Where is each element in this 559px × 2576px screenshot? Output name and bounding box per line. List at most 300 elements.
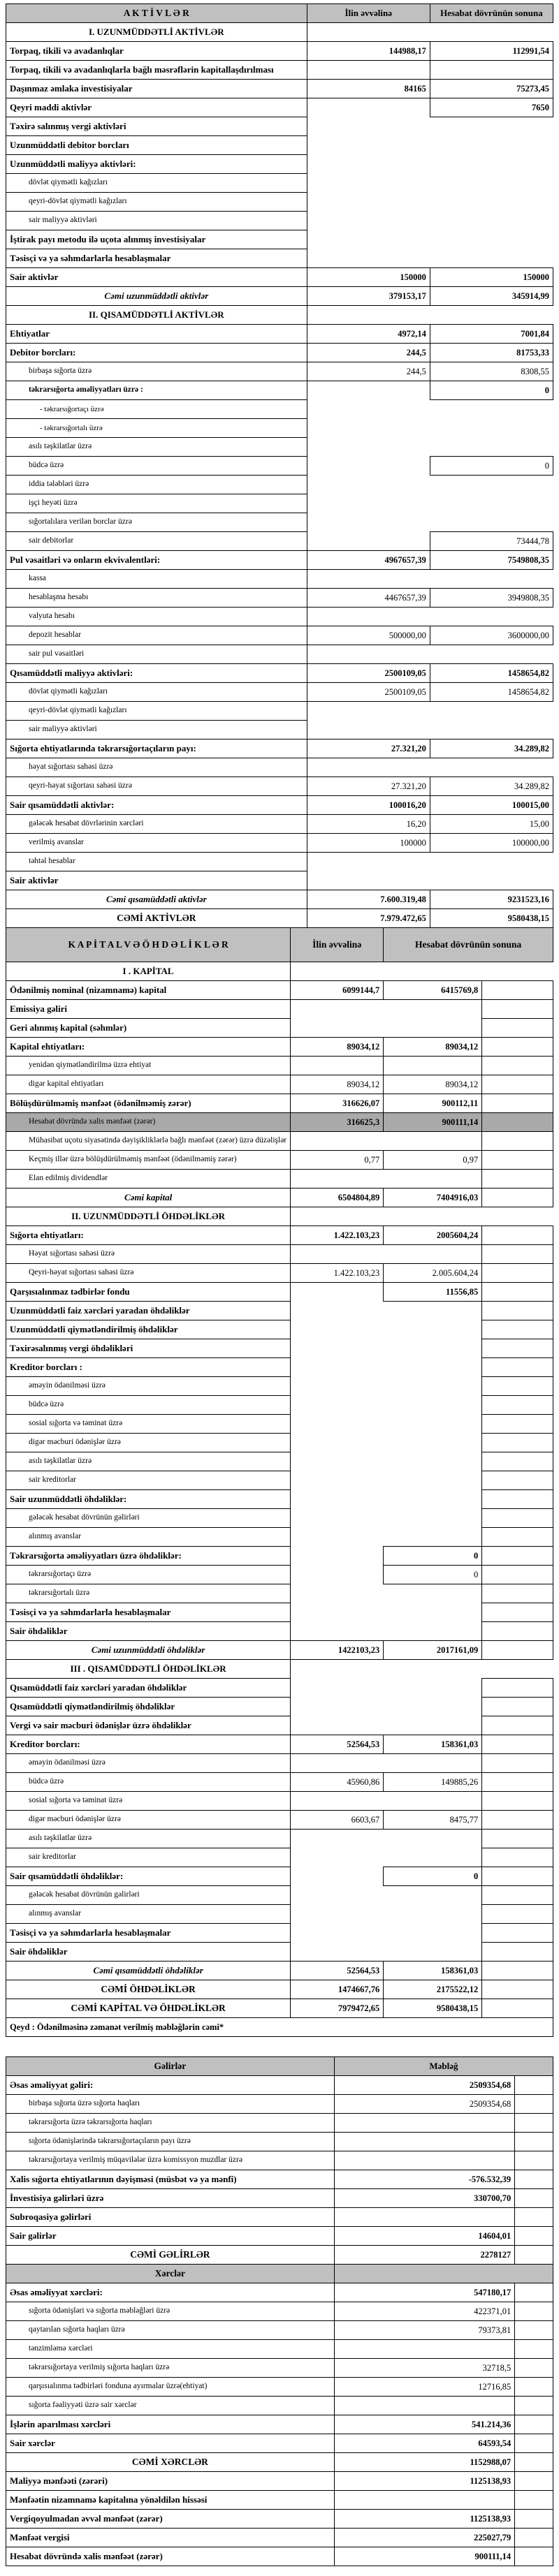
end-of-period-value-cell: 900112,11 [384,1094,482,1113]
begin-of-year-value-cell [291,1245,384,1264]
amount-cell: 1125138,93 [334,2510,514,2529]
row-label: Əsas əməliyyat gəliri: [6,2076,335,2095]
table-row [6,2359,553,2378]
end-of-period-value-cell [384,1943,482,1962]
end-of-period-value-cell: 345914,99 [430,287,553,306]
end-of-period-value-cell [384,1415,482,1434]
amount-cell: 2278127 [334,2246,514,2265]
table-row [6,1603,553,1622]
end-of-period-value-cell: 0,97 [384,1151,482,1170]
amount-cell: 12716,85 [334,2378,514,2397]
end-of-period-value-cell: 100000,00 [430,834,553,853]
end-of-period-value-cell [384,1716,482,1735]
begin-of-year-value-cell: 89034,12 [291,1038,384,1057]
expenses-table [6,2264,553,2566]
amount-cell: 541.214,36 [334,2415,514,2434]
extra-cell [482,1471,553,1490]
begin-of-year-value-cell [291,1170,384,1188]
end-of-period-value-cell: 0 [384,1566,482,1584]
row-label: I. UZUNMÜDDƏTLİ AKTİVLƏR [6,23,307,42]
table-row [6,608,553,626]
begin-of-year-value-cell [291,1943,384,1962]
extra-cell [482,1603,553,1622]
end-of-period-value-cell [384,1132,482,1151]
end-of-period-value-cell: 0 [384,1547,482,1566]
row-label: Torpaq, tikili və avadanlıqlarla bağlı məsrəflərin kapitallaşdırılması [6,61,307,80]
table-row [6,2095,553,2114]
begin-of-year-value-cell [307,513,430,532]
end-of-period-value-cell: 149885,26 [384,1773,482,1792]
table-row [6,1754,553,1773]
begin-of-year-value-cell [291,1320,384,1339]
begin-of-year-value-cell: 1.422.103,23 [291,1264,384,1283]
end-of-period-value-cell [430,702,553,721]
extra-cell [515,2321,553,2340]
table-row [6,249,553,268]
end-of-period-value-cell: 1458654,82 [430,683,553,702]
table-row [6,136,553,155]
grand-total-row [6,2453,553,2472]
table-row [6,2529,553,2547]
total-row [6,1962,553,1980]
table-row [6,1679,553,1698]
begin-of-year-value-cell [307,23,430,42]
row-label: CƏMİ KAPİTAL VƏ ÖHDƏLİKLƏR [6,1999,291,2018]
end-of-period-value-cell [384,962,482,981]
end-of-period-value-cell: 3600000,00 [430,626,553,645]
extra-cell [515,2227,553,2246]
table-row [6,419,553,438]
row-label: sığorta fəaliyyəti üzrə sair xərclər [6,2397,335,2415]
end-of-period-value-cell: 7650 [430,98,553,117]
amount-cell: 330700,70 [334,2189,514,2208]
table-row [6,2547,553,2566]
extra-cell [515,2114,553,2133]
row-label: işçi heyəti üzrə [6,494,307,513]
begin-of-year-value-cell [291,1490,384,1509]
end-of-period-value-cell [430,136,553,155]
table-row [6,362,553,381]
row-label: Qısamüddətli qiymətləndirilmiş öhdəliklər [6,1698,291,1716]
extra-cell [482,1434,553,1452]
end-of-period-value-cell [430,570,553,589]
row-label: Sair qısamüddətli öhdəliklər: [6,1867,291,1886]
row-label: dövlət qiymətli kağızları [6,683,307,702]
extra-cell [482,1886,553,1905]
end-of-period-value-cell [384,1000,482,1019]
section-header-row [6,1207,553,1226]
amount-cell: 1125138,93 [334,2472,514,2491]
begin-of-year-value-cell [291,1698,384,1716]
begin-of-year-value-cell: 6504804,89 [291,1188,384,1207]
assets-table [6,3,553,928]
end-of-period-value-cell [430,117,553,136]
amount-cell: 2509354,68 [334,2095,514,2114]
end-of-period-value-cell [430,871,553,890]
table-row [6,344,553,362]
row-label: Hesabat dövründə xalis mənfəət (zərər) [6,2547,335,2566]
end-of-period-value-cell: 7001,84 [430,325,553,344]
begin-of-year-value-cell [291,1924,384,1943]
row-label: Daşınmaz əmlaka investisiyalar [6,80,307,98]
table-row [6,1057,553,1075]
extra-cell [482,1660,553,1679]
begin-of-year-value-cell [291,1000,384,1019]
end-of-period-value-cell: 73444,78 [430,532,553,551]
extra-cell [482,1980,553,1999]
begin-of-year-value-cell [291,1867,384,1886]
table-row [6,2472,553,2491]
table-row [6,61,553,80]
row-label: Uzunmüddətli debitor borcları [6,136,307,155]
begin-of-year-value-cell [307,532,430,551]
expenses-header-blank [334,2265,553,2283]
extra-cell [482,1584,553,1603]
extra-cell [482,1641,553,1660]
income-table [6,2056,553,2265]
end-of-period-value-cell [430,853,553,871]
begin-of-year-value-cell [307,570,430,589]
begin-of-year-value-cell [291,1057,384,1075]
end-of-period-value-cell [384,1603,482,1622]
table-row [6,1339,553,1358]
row-label: iddia tələbləri üzrə [6,476,307,494]
begin-of-year-value-cell [291,1434,384,1452]
table-row [6,626,553,645]
begin-of-year-value-cell: 4967657,39 [307,551,430,570]
row-label: I . KAPİTAL [6,962,291,981]
table-row [6,2340,553,2359]
row-label: Sair öhdəliklər [6,1622,291,1641]
end-of-period-value-cell [384,1320,482,1339]
end-of-period-value-cell [430,721,553,739]
begin-of-year-value-cell [291,1754,384,1773]
begin-of-year-value-cell [307,61,430,80]
extra-cell [515,2302,553,2321]
expenses-table-body [6,2283,553,2566]
row-label: təkrarsığortalı üzrə [6,1584,291,1603]
end-of-period-value-cell [384,1792,482,1811]
end-of-period-value-cell [430,438,553,457]
extra-cell [482,1000,553,1019]
extra-cell [482,1075,553,1094]
row-label: Sair xərclər [6,2434,335,2453]
begin-of-year-value-cell: 4467657,39 [307,589,430,608]
begin-of-year-value-cell: 2500109,05 [307,664,430,683]
end-of-period-value-cell [384,1019,482,1038]
table-row [6,532,553,551]
begin-of-year-value-cell [291,1830,384,1848]
table-row [6,1792,553,1811]
table-row [6,98,553,117]
row-label: Sair aktivlər [6,268,307,287]
begin-of-year-value-cell [307,249,430,268]
end-of-period-value-cell [384,1377,482,1396]
table-row [6,664,553,683]
table-row [6,2415,553,2434]
row-label: alınmış avanslar [6,1905,291,1924]
extra-cell [482,1452,553,1471]
row-label: digər məcburi ödənişlər üzrə [6,1434,291,1452]
end-of-period-value-cell: 112991,54 [430,42,553,61]
row-label: sair kreditorlar [6,1471,291,1490]
begin-of-year-value-cell: 316626,07 [291,1094,384,1113]
income-title: Gəlirlər [6,2057,335,2076]
begin-of-year-value-cell: 150000 [307,268,430,287]
end-of-period-value-cell: 75273,45 [430,80,553,98]
extra-cell [515,2359,553,2378]
begin-of-year-value-cell [291,1603,384,1622]
row-label: büdcə üzrə [6,1396,291,1415]
end-of-period-value-cell [430,155,553,174]
table-row [6,230,553,249]
begin-of-year-value-cell [291,1584,384,1603]
row-label: sığorta ödənişlərində təkrarsığortaçıların payı üzrə [6,2133,335,2151]
begin-of-year-value-cell: 4972,14 [307,325,430,344]
end-of-period-value-cell [384,1452,482,1471]
table-row [6,1245,553,1264]
table-row [6,1811,553,1830]
table-row [6,1924,553,1943]
row-label: Sair uzunmüddətli öhdəliklər: [6,1490,291,1509]
row-label: Mənfəətin nizamnamə kapitalına yönəldilən hissəsi [6,2491,335,2510]
table-row [6,117,553,136]
end-of-period-value-cell: 1458654,82 [430,664,553,683]
table-row [6,1151,553,1170]
row-label: Əsas əməliyyat xərcləri: [6,2283,335,2302]
row-label: sığortalılara verilən borclar üzrə [6,513,307,532]
amount-cell [334,2151,514,2170]
row-label: Təkrarsığorta əməliyyatları üzrə öhdəliklər: [6,1547,291,1566]
table-row [6,645,553,664]
end-of-period-value-cell: 89034,12 [384,1038,482,1057]
begin-of-year-value-cell: 244,5 [307,362,430,381]
row-label: gələcək hesabat dövrünün gəlirləri [6,1886,291,1905]
begin-of-year-value-cell: 2500109,05 [307,683,430,702]
table-row [6,2189,553,2208]
row-label: Cəmi uzunmüddətli öhdəliklər [6,1641,291,1660]
table-row [6,2397,553,2415]
row-label: Mühasibat uçotu siyasətində dəyişikliklərlə bağlı mənfəət (zərər) üzrə düzəlişlər [6,1132,291,1151]
extra-cell [515,2283,553,2302]
end-of-period-value-cell [384,1528,482,1547]
begin-of-year-value-cell [307,645,430,664]
total-row [6,890,553,909]
begin-of-year-value-cell [291,1679,384,1698]
extra-cell [515,2547,553,2566]
begin-of-year-value-cell [307,438,430,457]
grand-total-row [6,1980,553,1999]
end-of-period-value-cell [384,1339,482,1358]
table-row [6,1094,553,1113]
begin-of-year-value-cell: 27.321,20 [307,739,430,758]
table-row [6,721,553,739]
table-row [6,1434,553,1452]
extra-cell [482,1698,553,1716]
begin-of-year-value-cell: 100000 [307,834,430,853]
begin-of-year-value-cell [291,1509,384,1528]
extra-cell [482,1943,553,1962]
end-of-period-value-cell [384,1848,482,1867]
note-text: Qeyd : Ödənilməsinə zəmanət verilmiş məbləğlərin cəmi* [6,2018,553,2037]
begin-of-year-value-cell [307,494,430,513]
row-label: hesablaşma hesabı [6,589,307,608]
extra-cell [482,1019,553,1038]
row-label: təkrarsığortaçı üzrə [6,1566,291,1584]
row-label: valyuta hesabı [6,608,307,626]
table-row [6,1226,553,1245]
table-row [6,457,553,476]
end-of-period-value-cell [384,1057,482,1075]
row-label: Kapital ehtiyatları: [6,1038,291,1057]
table-row [6,758,553,777]
row-label: Qısamüddətli faiz xərcləri yaradan öhdəliklər [6,1679,291,1698]
row-label: təkrarsığorta üzrə təkrarsığorta haqları [6,2114,335,2133]
end-of-period-value-cell: 8475,77 [384,1811,482,1830]
row-label: Mənfəət vergisi [6,2529,335,2547]
amount-cell: 1152988,07 [334,2453,514,2472]
end-of-period-value-cell [430,249,553,268]
amount-cell: 2509354,68 [334,2076,514,2095]
table-row [6,1415,553,1434]
end-of-period-value-cell: 900111,14 [384,1113,482,1132]
end-of-period-value-cell [384,1660,482,1679]
begin-of-year-value-cell [307,212,430,230]
extra-cell [482,1566,553,1584]
row-label: Cəmi qısamüddətli aktivlər [6,890,307,909]
table-row [6,2302,553,2321]
row-label: Kreditor borcları : [6,1358,291,1377]
end-of-period-value-cell [384,1396,482,1415]
assets-title: A K T İ V L Ə R [6,4,307,23]
end-of-period-value-cell [384,1207,482,1226]
extra-cell [482,1283,553,1302]
end-of-period-value-cell [384,1924,482,1943]
table-row [6,834,553,853]
extra-cell [482,1113,553,1132]
extra-cell [515,2378,553,2397]
end-of-period-value-cell [384,1170,482,1188]
end-of-period-value-cell [430,645,553,664]
table-row [6,2208,553,2227]
row-label: - təkrarsığortalı üzrə [6,419,307,438]
end-of-period-value-cell: 3949808,35 [430,589,553,608]
total-row [6,287,553,306]
extra-cell [482,1924,553,1943]
table-row [6,494,553,513]
begin-of-year-value-cell [291,1886,384,1905]
begin-of-year-value-cell: 379153,17 [307,287,430,306]
net-profit-highlight-row [6,1113,553,1132]
amount-cell: 225027,79 [334,2529,514,2547]
end-of-period-value-cell [430,476,553,494]
income-table-body [6,2076,553,2265]
end-of-period-value-cell [430,193,553,212]
end-of-period-value-cell [430,513,553,532]
end-of-period-value-cell [430,608,553,626]
table-row [6,702,553,721]
row-label: Torpaq, tikili və avadanlıqlar [6,42,307,61]
table-row [6,1867,553,1886]
begin-of-year-value-cell: 16,20 [307,815,430,834]
table-row [6,438,553,457]
extra-cell [515,2151,553,2170]
extra-cell [515,2472,553,2491]
table-row [6,1320,553,1339]
capital-table-body [6,962,553,2037]
amount-cell [334,2114,514,2133]
row-label: Vergi və sair məcburi ödənişlər üzrə öhdəliklər [6,1716,291,1735]
row-label: Kreditor borcları: [6,1735,291,1754]
end-of-period-value-cell [430,419,553,438]
end-of-period-value-cell [430,494,553,513]
end-of-period-value-cell [430,23,553,42]
begin-of-year-value-cell: 89034,12 [291,1075,384,1094]
table-row [6,551,553,570]
end-of-period-value-cell [384,1830,482,1848]
extra-cell [482,1358,553,1377]
begin-of-year-value-cell [291,1132,384,1151]
begin-of-year-value-cell [307,98,430,117]
row-label: Ehtiyatlar [6,325,307,344]
capital-liabilities-table [6,927,553,2037]
row-label: əməyin ödənilməsi üzrə [6,1754,291,1773]
amount-cell [334,2397,514,2415]
begin-of-year-value-cell: 27.321,20 [307,777,430,796]
row-label: büdcə üzrə [6,457,307,476]
row-label: verilmiş avanslar [6,834,307,853]
end-of-period-value-cell: 9580438,15 [384,1999,482,2018]
extra-cell [482,1151,553,1170]
amount-cell: 64593,54 [334,2434,514,2453]
row-label: CƏMİ GƏLİRLƏR [6,2246,335,2265]
extra-cell [482,1320,553,1339]
row-label: II. UZUNMÜDDƏTLİ ÖHDƏLİKLƏR [6,1207,291,1226]
begin-of-year-value-cell [307,117,430,136]
row-label: qaytarılan sığorta haqları üzrə [6,2321,335,2340]
end-of-period-value-cell [430,306,553,325]
extra-cell [482,1038,553,1057]
extra-cell [482,1396,553,1415]
end-of-period-value-cell: 2017161,09 [384,1641,482,1660]
row-label: CƏMİ AKTİVLƏR [6,909,307,928]
table-row [6,476,553,494]
extra-cell [482,1754,553,1773]
table-row [6,683,553,702]
table-row [6,1584,553,1603]
row-label: Geri alınmış kapital (səhmlər) [6,1019,291,1038]
row-label: sair maliyyə aktivləri [6,212,307,230]
table-row [6,1830,553,1848]
end-of-period-value-cell: 34.289,82 [430,777,553,796]
table-row [6,80,553,98]
end-of-period-value-cell [430,230,553,249]
amount-cell [334,2208,514,2227]
column-header-amount: Məbləğ [334,2057,553,2076]
extra-cell [482,1170,553,1188]
row-label: həyat sığortası sahəsi üzrə [6,758,307,777]
end-of-period-value-cell: 9580438,15 [430,909,553,928]
table-row [6,1848,553,1867]
table-row [6,1509,553,1528]
begin-of-year-value-cell [291,1019,384,1038]
row-label: büdcə üzrə [6,1773,291,1792]
end-of-period-value-cell: 0 [384,1867,482,1886]
table-row [6,381,553,400]
table-row [6,1886,553,1905]
extra-cell [482,1302,553,1320]
row-label: birbaşa sığorta üzrə [6,362,307,381]
